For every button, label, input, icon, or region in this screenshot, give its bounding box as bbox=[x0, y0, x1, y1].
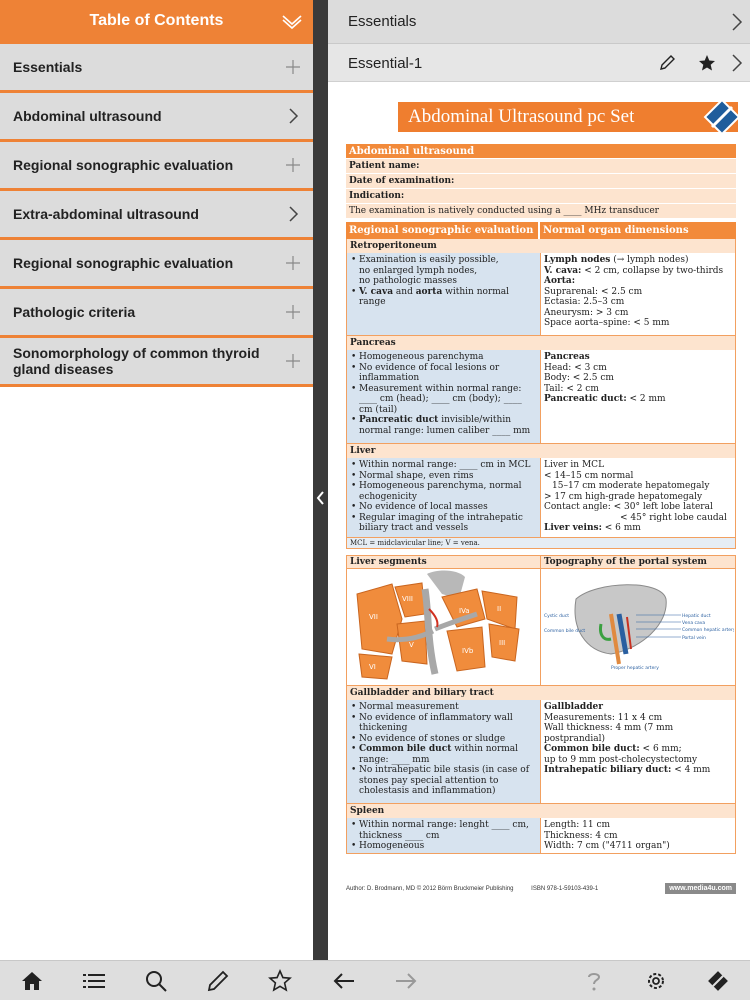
toc-item-extra-abdominal-ultrasound[interactable] bbox=[0, 191, 313, 240]
gallbladder-body: • Normal measurement • No evidence of inflammatory wall thickening • No evidence of stones or sludge • Common bile duct within normal range: ____ mm • No intrahepatic bile stasis (in case of stones pay special attention to cholestasis and inflammation) Gallbladder Measurements: 11 x 4 cm Wall thickness: 4 mm (7 mm postprandial) Common bile duct: < 6 mm; up to 9 mm post-cholecystectomy Intrahepatic biliary duct: < 4 mm bbox=[346, 700, 736, 804]
spleen-title: Spleen bbox=[346, 804, 736, 818]
toc-item-label: Abdominal ultrasound bbox=[13, 108, 162, 124]
portal-label: Portal vein bbox=[682, 636, 706, 641]
toc-item-pathologic-criteria[interactable] bbox=[0, 289, 313, 338]
footer-isbn: ISBN 978-1-59103-439-1 bbox=[531, 886, 599, 892]
document-panel bbox=[328, 0, 750, 960]
toc-item-label: Extra-abdominal ultrasound bbox=[13, 206, 199, 222]
toc-item-thyroid[interactable] bbox=[0, 338, 313, 387]
indication-field: Indication: bbox=[346, 189, 736, 204]
pencil-icon[interactable] bbox=[206, 969, 230, 993]
retroperitoneum-title: Retroperitoneum bbox=[346, 239, 736, 253]
chevron-right-icon[interactable] bbox=[730, 54, 744, 72]
document-footer bbox=[346, 886, 736, 892]
segment-label: V bbox=[409, 641, 414, 649]
segment-label: VIII bbox=[402, 595, 413, 603]
transducer-field: The examination is natively conducted using a ____ MHz transducer bbox=[346, 204, 736, 219]
chevron-right-icon[interactable] bbox=[285, 206, 301, 222]
toc-item-regional-sonographic-evaluation-2[interactable] bbox=[0, 240, 313, 289]
toc-item-label: Essentials bbox=[13, 59, 83, 75]
portal-system-title: Topography of the portal system bbox=[541, 556, 735, 569]
search-icon[interactable] bbox=[144, 969, 168, 993]
plus-icon[interactable] bbox=[285, 255, 301, 271]
star-icon[interactable] bbox=[698, 54, 716, 72]
liver-segments-figure bbox=[347, 569, 540, 682]
portal-system-figure bbox=[541, 569, 734, 682]
back-arrow-icon[interactable] bbox=[332, 969, 356, 993]
chevron-right-icon[interactable] bbox=[730, 12, 744, 32]
portal-label: Vena cava bbox=[682, 621, 706, 626]
chevron-right-icon[interactable] bbox=[285, 108, 301, 124]
toc-item-abdominal-ultrasound[interactable] bbox=[0, 93, 313, 142]
col-head-left: Regional sonographic evaluation bbox=[346, 222, 540, 239]
toc-header bbox=[0, 0, 313, 44]
star-outline-icon[interactable] bbox=[268, 969, 292, 993]
date-field: Date of examination: bbox=[346, 174, 736, 189]
column-headers bbox=[346, 222, 736, 239]
eraser-icon[interactable] bbox=[706, 969, 730, 993]
portal-label: Common bile duct bbox=[544, 629, 586, 634]
liver-footnote: MCL = midclavicular line; V = vena. bbox=[346, 538, 736, 549]
retroperitoneum-body: • Examination is easily possible, no enlarged lymph nodes, no pathologic masses • V. cava and aorta within normal range Lymph nodes (→ lymph nodes) V. cava: < 2 cm, collapse by two-thirds Aorta: Suprarenal: < 2.5 cm Ectasia: 2.5–3 cm Aneurysm: > 3 cm Space aorta–spine: < 5 mm bbox=[346, 253, 736, 336]
list-icon[interactable] bbox=[82, 969, 106, 993]
portal-label: Cystic duct bbox=[544, 614, 570, 619]
breadcrumb[interactable]: Essentials bbox=[348, 13, 417, 30]
page-title: Essential-1 bbox=[348, 55, 423, 72]
plus-icon[interactable] bbox=[285, 157, 301, 173]
portal-label: Common hepatic artery bbox=[682, 628, 734, 633]
pancreas-title: Pancreas bbox=[346, 336, 736, 350]
pancreas-body: • Homogeneous parenchyma • No evidence of focal lesions or inflammation • Measurement within normal range: ____ cm (head); ____ cm (body); ____ cm (tail) • Pancreatic duct invisible/within normal range: lumen caliber ____ mm Pancreas Head: < 3 cm Body: < 2.5 cm Tail: < 2 cm Pancreatic duct: < 2 mm bbox=[346, 350, 736, 444]
toc-title: Table of Contents bbox=[89, 12, 224, 29]
col-head-right: Normal organ dimensions bbox=[540, 222, 736, 239]
toc-item-label: Pathologic criteria bbox=[13, 304, 136, 320]
toc-item-essentials[interactable] bbox=[0, 44, 313, 93]
segment-label: VI bbox=[369, 663, 376, 671]
help-icon[interactable] bbox=[582, 969, 606, 993]
liver-body: • Within normal range: ____ cm in MCL • Normal shape, even rims • Homogeneous parenchyma, normal echogenicity • No evidence of local masses • Regular imaging of the intrahepatic biliary tract and vessels Liver in MCL < 14–15 cm normal 15–17 cm moderate hepatomegaly > 17 cm high-grade hepatomegaly Contact angle: < 30° left lobe lateral < 45° right lobe caudal Liver veins: < 6 mm bbox=[346, 458, 736, 538]
toc-panel bbox=[0, 0, 313, 960]
toc-item-label: Regional sonographic evaluation bbox=[13, 157, 234, 173]
plus-icon[interactable] bbox=[285, 353, 301, 369]
page-title-bar bbox=[328, 44, 750, 82]
segment-label: III bbox=[499, 639, 506, 647]
footer-brand: www.media4u.com bbox=[665, 883, 736, 894]
chevron-left-icon[interactable] bbox=[315, 490, 326, 506]
segment-label: VII bbox=[369, 613, 378, 621]
document-title: Abdominal Ultrasound pc Set bbox=[408, 106, 635, 127]
patient-name-field: Patient name: bbox=[346, 159, 736, 174]
toc-item-regional-sonographic-evaluation[interactable] bbox=[0, 142, 313, 191]
double-chevron-down-icon[interactable] bbox=[281, 10, 303, 32]
forward-arrow-icon[interactable] bbox=[394, 969, 418, 993]
pencil-icon[interactable] bbox=[658, 54, 676, 72]
toc-item-label: Regional sonographic evaluation bbox=[13, 255, 234, 271]
bottom-toolbar bbox=[0, 960, 750, 1000]
segment-label: IVa bbox=[459, 607, 470, 615]
plus-icon[interactable] bbox=[285, 304, 301, 320]
plus-icon[interactable] bbox=[285, 59, 301, 75]
portal-label: Proper hepatic artery bbox=[611, 666, 659, 671]
split-divider[interactable] bbox=[313, 0, 328, 960]
document-page bbox=[328, 83, 750, 960]
gear-icon[interactable] bbox=[644, 969, 668, 993]
segment-label: II bbox=[497, 605, 502, 613]
portal-label: Hepatic duct bbox=[682, 614, 711, 619]
gallbladder-title: Gallbladder and biliary tract bbox=[346, 686, 736, 700]
liver-title: Liver bbox=[346, 444, 736, 458]
home-icon[interactable] bbox=[20, 969, 44, 993]
liver-segments-title: Liver segments bbox=[347, 556, 540, 569]
spleen-body: • Within normal range: lenght ____ cm, thickness ____ cm • Homogeneous Length: 11 cm Thickness: 4 cm Width: 7 cm ("4711 organ") bbox=[346, 818, 736, 854]
breadcrumb-bar bbox=[328, 0, 750, 44]
worksheet bbox=[346, 144, 736, 854]
document-banner bbox=[398, 102, 738, 132]
figure-row bbox=[346, 555, 736, 686]
toc-item-label: Sonomorphology of common thyroid gland diseases bbox=[13, 345, 260, 377]
publisher-logo-icon bbox=[702, 97, 742, 137]
segment-label: IVb bbox=[462, 647, 474, 655]
footer-author: Author: D. Brodmann, MD © 2012 Börm Bruckmeier Publishing bbox=[346, 886, 514, 892]
section-band: Abdominal ultrasound bbox=[346, 144, 736, 159]
